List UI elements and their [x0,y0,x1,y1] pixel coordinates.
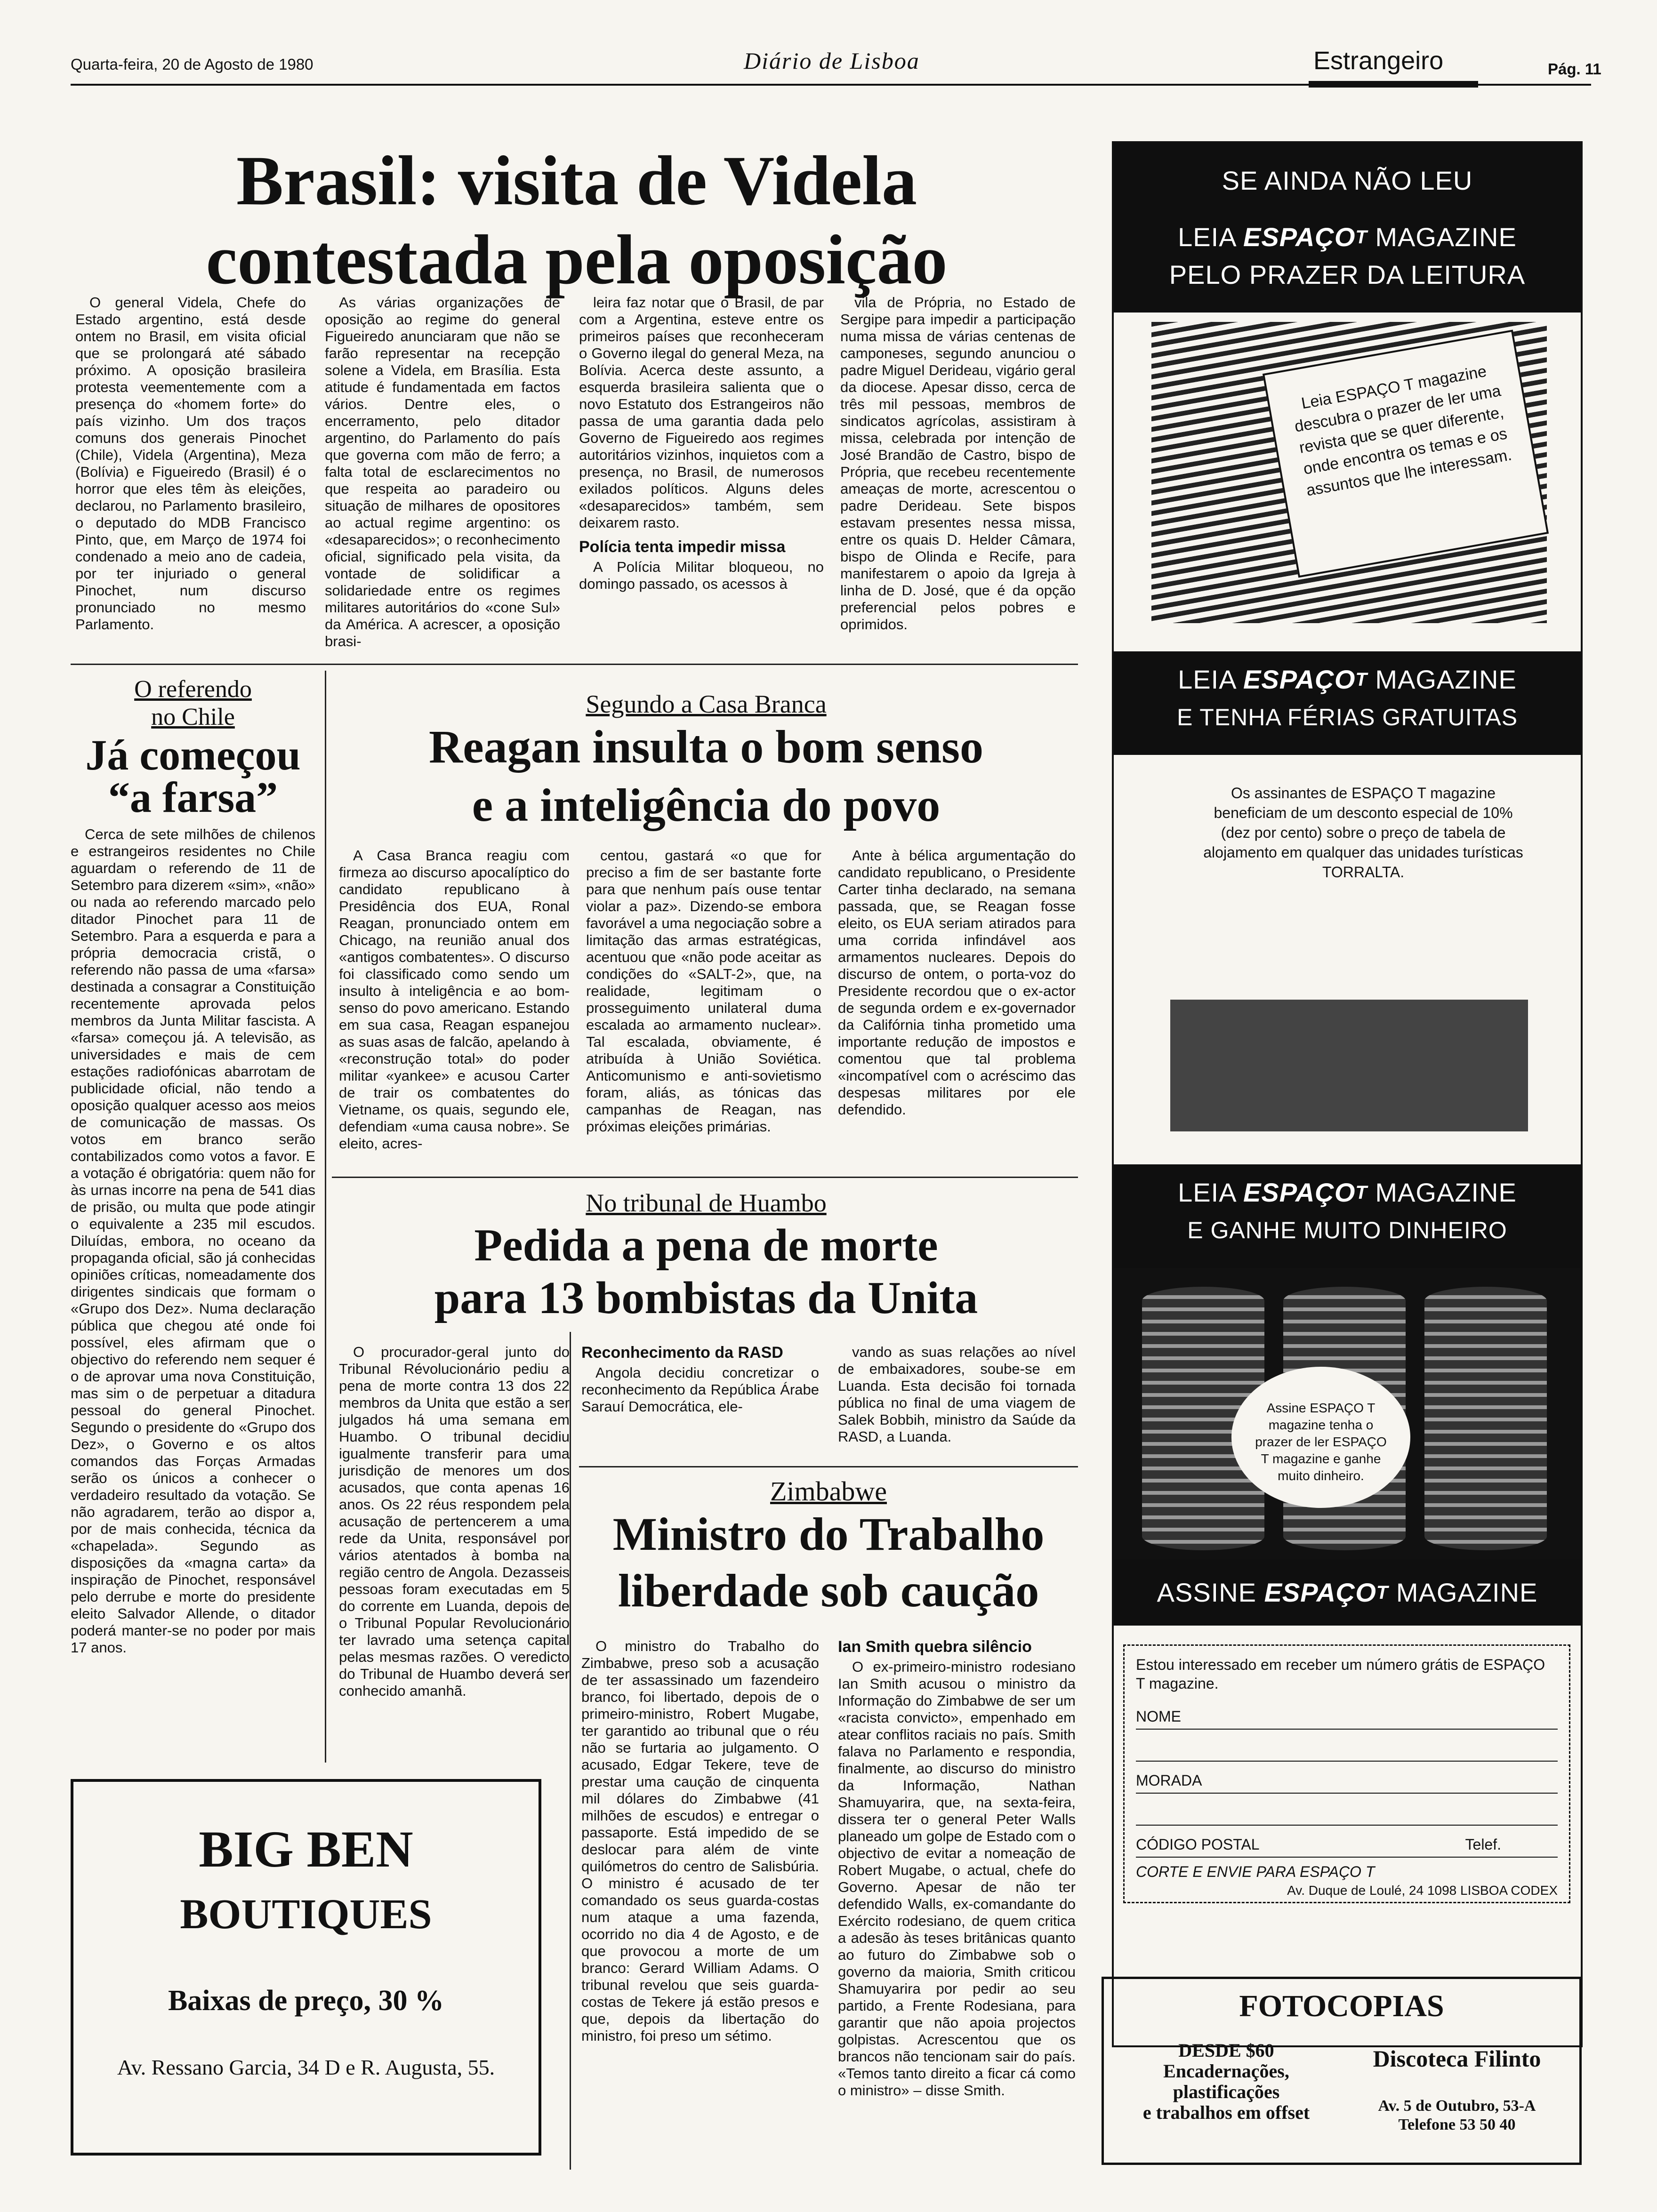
article-brasil-col2: As várias organizações de oposição ao regime do general Figueiredo anunciaram que não se farão representar na recepção solene a Videla, em Brasília. Esta atitude é fundamentada em factos vários. Dentre eles, o encerramento, pelo ditador argentino, do Parlamento do país que governa com mão de ferro; a falta total de esclarecimentos no que respeita ao paradeiro ou situação de milhares de opositores ao actual regime argentino: os «desaparecidos»; o reconhecimento oficial, significado pela visita, da vontade de solidificar a solidariedade entre os regimes militares autoritários do «cone Sul» da América. A acrescer, a oposição brasi- [325,294,560,649]
article-brasil-col3: leira faz notar que o Brasil, de par com a Argentina, esteve entre os primeiros países que reconheceram o Governo ilegal do general Meza, na Bolívia. Acerca deste assunto, a esquerda brasileira salienta que o novo Estatuto dos Estrangeiros não passa de uma garantia dada pelo Governo de Figueiredo aos regimes autoritários vizinhos, inquietos com a presença, no Brasil, de numerosos exilados políticos. Alguns deles «desaparecidos» também, sem deixarem rasto. Polícia tenta impedir missa A Polícia Militar bloqueou, no domingo passado, os acessos à [579,294,824,592]
foto-title: FOTOCOPIAS [1239,1989,1444,2023]
coin-text: Assine ESPAÇO T magazine tenha o prazer de ler ESPAÇO T magazine e ganhe muito dinheiro. [1231,1367,1410,1508]
coin-stack [1424,1287,1547,1550]
ad-line: E TENHA FÉRIAS GRATUITAS [1176,704,1518,730]
ad-big-ben [71,1779,541,2156]
headline-chile: Já começou “a farsa” [85,731,301,821]
headline-huambo: Pedida a pena de morte para 13 bombistas da Unita [434,1220,978,1323]
ad-line: LEIA $ESPAÇO^T$ MAGAZINE [1178,222,1517,252]
ad-line: ASSINE $ESPAÇO^T$ MAGAZINE [1157,1578,1538,1607]
coupon-blank-line[interactable] [1136,1739,1558,1762]
article-huambo-col1: O procurador-geral junto do Tribunal Révolucionário pediu a pena de morte contra 13 dos 22 membros da Unita que estão a ser julgados há uma semana em Huambo. O tribunal decidiu igualmente transferir para uma jurisdição de menores um dos acusados, que conta apenas 16 anos. Os 22 réus respondem pela acusação de pertencerem a uma rede da Unita, responsável por vários atentados à bomba na região centro de Angola. Dezasseis pessoas foram executadas em 5 do corrente em Luanda, depois de o Tribunal Popular Revolucionário ter lavrado uma setença capital pelas mesmas razões. O veredicto do Tribunal de Huambo deverá ser conhecido amanhã. [339,1344,570,1699]
bigben-subtitle: BOUTIQUES [180,1891,432,1938]
ad-line: LEIA $ESPAÇO^T$ MAGAZINE [1178,665,1517,694]
section-rule [1309,81,1478,88]
bigben-offer: Baixas de preço, 30 % [168,1985,444,2017]
subhead-policia: Polícia tenta impedir missa [579,538,786,556]
ad-block-lower [1114,1164,1581,1268]
sailboats-photo [1170,943,1528,1131]
kicker-reagan: Segundo a Casa Branca [586,690,827,718]
divider [71,664,1078,665]
foto-services: DESDE $60 Encadernações, plastificações e trabalhos em offset [1142,2040,1310,2123]
article-huambo-col3: vando as suas relações ao nível de embaixadores, soube-se em Luanda. Esta decisão foi tornada pública no final de uma viagem de Salek Bobbih, ministro da Saúde da RASD, a Luanda. [838,1344,1076,1445]
kicker-zimbabwe: Zimbabwe [770,1476,887,1507]
issue-date: Quarta-feira, 20 de Agosto de 1980 [71,56,314,73]
article-reagan-col3: Ante à bélica argumentação do candidato republicano, o Presidente Carter tinha declarado, na semana passada, que, se Reagan fosse eleito, os EUA seriam atirados para uma corrida infindável aos armamentos nucleares. Depois do discurso de ontem, o porta-voz do Presidente recordou que o ex-actor de segunda ordem e ex-governador da Califórnia tinha prometido uma importante redução de impostos e comentou que tal problema «incompatível com o acréscimo das despesas militares por ele defendido. [838,847,1076,1118]
coupon-intro: Estou interessado em receber um número grátis de ESPAÇO T magazine. [1136,1656,1545,1692]
kicker-huambo: No tribunal de Huambo [586,1189,827,1217]
ad-line: PELO PRAZER DA LEITURA [1169,260,1526,289]
foto-address: Av. 5 de Outubro, 53-A Telefone 53 50 40 [1378,2097,1536,2133]
bigben-address: Av. Ressano Garcia, 34 D e R. Augusta, 55. [117,2055,495,2079]
ad-fotocopias [1102,1977,1582,2165]
article-brasil-col1: O general Videla, Chefe do Estado argentino, está desde ontem no Brasil, em visita oficial que se prolongará até sábado próximo. A oposição brasileira protesta veementemente com a presença do «homem forte» do país vizinho. Um dos traços comuns dos generais Pinochet (Chile), Videla (Argentina), Meza (Bolívia) e Figueiredo (Brasil) é o horror que eles têm às eleições, declarou, no Parlamento brasileiro, o deputado do MDB Francisco Pinto, que, em Março de 1974 foi condenado a meio ano de cadeia, por ter injuriado o general Pinochet, num discurso pronunciado no mesmo Parlamento. [75,294,306,633]
section-title: Estrangeiro [1313,47,1444,75]
article-chile-body: Cerca de sete milhões de chilenos e estrangeiros residentes no Chile aguardam o referendo de 11 de Setembro para dizerem «sim», «não» ou nada ao referendo marcado pelo ditador Pinochet para 11 de Setembro. Para a esquerda e para a própria democracia cristã, o referendo não passa de uma «farsa» destinada a consagrar a Constituição recentemente aprovada pelos membros da Junta Militar fascista. A «farsa» começou já. A televisão, as universidades e mais de cem estações radiofónicas abarrotam de publicidade oficial, não tendo a oposição qualquer acesso aos meios de comunicação de massas. Os votos em branco serão contabilizados como votos a favor. E a votação é obrigatória: quem não for às urnas incorre na pena de 541 dias de prisão, ou multa que pode atingir o equivalente a 235 mil escudos. Diluídas, embora, no oceano da propaganda oficial, são já conhecidas opiniões críticas, nomeadamente dos dirigentes sindicais que formam o «Grupo dos Dez». Numa declaração pública que chegou até onde foi possível, eles afirmam que o objectivo do referendo nem sequer é o de aprovar uma nova Constituição, mas sim o de perpetuar a ditadura pessoal do general Pinochet. Segundo o presidente do «Grupo dos Dez», o Governo e os altos comandos das Forças Armadas serão os únicos a conhecer o verdadeiro resultado da votação. Se não agradarem, terão ao dispor a, por de mais conhecida, técnica da «chapelada». Segundo as disposições da «magna carta» da inspiração de Pinochet, responsável pelo derrube e morte do presidente eleito Salvador Allende, o ditador poderá manter-se no poder por mais 17 anos. [71,826,315,1656]
article-brasil-col4: vila de Própria, no Estado de Sergipe para impedir a participação numa missa de várias centenas de camponeses, segundo anunciou o padre Miguel Derideau, vigário geral da diocese. Apesar disso, cerca de três mil pessoas, membros de sindicatos agrícolas, assistiram à missa, celebrada por intenção de José Brandão de Castro, bispo de Própria, que recebeu recentemente ameaças de morte, acrescentou o padre Derideau. Sete bispos estavam presentes nessa missa, entre os quais D. Helder Câmara, bispo de Olinda e Recife, para manifestarem o apoio da Igreja à linha de D. José, que é da opção preferencial pelos pobres e oprimidos. [840,294,1076,633]
article-reagan-col1: A Casa Branca reagiu com firmeza ao discurso apocalíptico do candidato republicano à Presidência dos EUA, Ronal Reagan, pronunciado ontem em Chicago, na reunião anual dos «antigos combatentes». O discurso foi classificado como sendo um insulto à inteligência e ao bom-senso do povo americano. Estando em sua casa, Reagan espanejou as suas asas de falcão, apelando à «reconstrução total» do poder militar «yankee» e acusou Carter de trair os combatentes do Vietname, os quais, segundo ele, defendiam «uma causa nobre». Se eleito, acres- [339,847,570,1152]
coupon-address: Av. Duque de Loulé, 24 1098 LISBOA CODEX [1287,1883,1558,1898]
subhead-rasd: Reconhecimento da RASD [581,1344,783,1362]
article-huambo-col2: Reconhecimento da RASD Angola decidiu concretizar o reconhecimento da República Árabe Sarauí Democrática, ele- [581,1344,819,1415]
article-chile [71,675,315,1656]
subscription-coupon [1123,1644,1570,1903]
coupon-postal-field[interactable]: CÓDIGO POSTAL Telef. [1136,1835,1558,1858]
headline-reagan: Reagan insulta o bom senso e a inteligência do povo [429,721,983,831]
divider [579,1466,1078,1467]
ad-block-middle [1114,651,1581,755]
divider [332,1177,1078,1178]
masthead: Diário de Lisboa [744,48,920,74]
coupon-send: CORTE E ENVIE PARA ESPAÇO T [1136,1863,1375,1880]
headline-brasil: Brasil: visita de Videla contestada pela oposição [206,142,948,299]
article-zimbabwe-col2: Ian Smith quebra silêncio O ex-primeiro-ministro rodesiano Ian Smith acusou o ministro da Informação do Zimbabwe de ser um «racista convicto», empenhado em atear conflitos raciais no país. Smith falava no Parlamento e respondia, finalmente, ao discurso do ministro da Informação, Nathan Shamuyarira, que, na sexta-feira, dissera ter o general Peter Walls planeado um golpe de Estado com o objectivo de evitar a nomeação de Robert Mugabe, o actual, chefe do Governo. Apesar de não ter defendido Walls, ex-comandante do Exército rodesiano, de quem critica a adesão às teses britânicas quanto ao futuro do Zimbabwe sob o governo da maioria, Smith criticou Shamuyarira por pedir ao seu partido, a Frente Rodesiana, para garantir que não apoia projectos golpistas. Acrescentou que os brancos não tencionam sair do país. «Temos tanto direito a ficar cá como o ministro» – disse Smith. [838,1638,1076,2099]
ad-block-assine [1114,1560,1581,1626]
coupon-address-field[interactable]: MORADA [1136,1771,1558,1794]
book-page-text: Leia ESPAÇO T magazine descubra o prazer de ler uma revista que se quer diferente, onde encontra os temas e os assuntos que lhe interessam. [1263,329,1549,577]
coupon-blank-line[interactable] [1136,1803,1558,1826]
ad-block-top [1114,143,1581,313]
foto-shop: Discoteca Filinto [1373,2045,1541,2072]
subhead-ian-smith: Ian Smith quebra silêncio [838,1638,1032,1656]
coupon-name-field[interactable]: NOME [1136,1707,1558,1730]
divider [570,1332,571,2170]
ad-line: E GANHE MUITO DINHEIRO [1187,1217,1507,1243]
ad-line: LEIA $ESPAÇO^T$ MAGAZINE [1178,1178,1517,1207]
divider [325,671,326,1763]
headline-zimbabwe: Ministro do Trabalho liberdade sob caução [612,1508,1045,1617]
kicker-chile: O referendo no Chile [134,676,252,730]
coin-stacks-photo [1114,1268,1581,1560]
article-reagan-col2: centou, gastará «o que for preciso a fim de ser bastante forte para que nenhum país ouse tentar violar a paz». Dizendo-se embora favorável a uma negociação sobre a limitação das armas estratégicas, acentuou que «não pode aceitar as condições do «SALT-2», que, na realidade, legitimam o prosseguimento unilateral duma escalada ao armamento nuclear». Tal escalada, obviamente, é atribuída à União Soviética. Anticomunismo e anti-sovietismo foram, aliás, as tónicas das campanhas de Reagan, nas próximas eleições primárias. [586,847,821,1135]
torralta-text: Os assinantes de ESPAÇO T magazine beneficiam de um desconto especial de 10% (dez por cento) sobre o preço de tabela de alojamento em qualquer das unidades turísticas TORRALTA. [1203,785,1523,881]
article-zimbabwe-col1: O ministro do Trabalho do Zimbabwe, preso sob a acusação de ter assassinado um fazendeiro branco, foi libertado, depois de o primeiro-ministro, Robert Mugabe, ter garantido ao tribunal que o réu não se furtaria ao julgamento. O acusado, Edgar Tekere, teve de prestar uma caução de cinquenta mil dólares do Zimbabwe (41 milhões de escudos) e entregar o passaporte. Está impedido de se deslocar para além de vinte quilómetros do centro de Salisbúria. O ministro é acusado de ter comandado os seus guarda-costas num ataque a uma fazenda, ocorrido no dia 4 de Agosto, e de que provocou a morte de um branco: Gerard William Adams. O tribunal revelou que seis guarda-costas de Tekere já estão presos e que, depois da libertação do ministro, foi preso um sétimo. [581,1638,819,2044]
ad-espaco-magazine [1112,141,1583,2047]
page-number: Pág. 11 [1548,60,1601,78]
bigben-title: BIG BEN [199,1820,413,1878]
ad-line: SE AINDA NÃO LEU [1222,166,1473,195]
